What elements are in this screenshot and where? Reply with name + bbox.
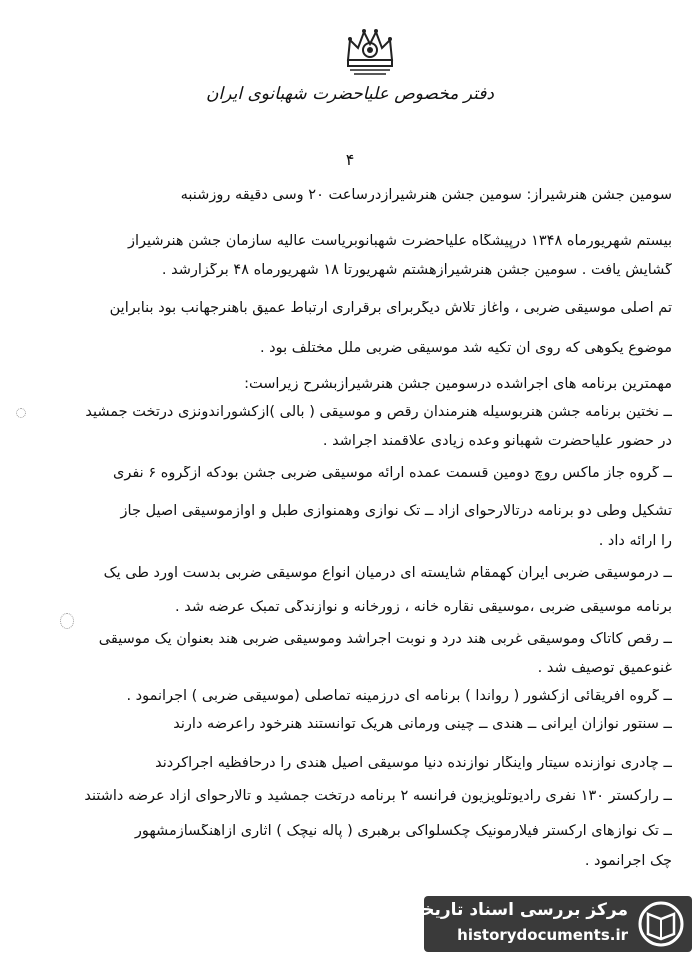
body-line: موضوع یکوهی که روی آن تکیه شد موسیقی ضربی ملل مختلف بود . — [259, 341, 672, 356]
body-line: ــ گروه جاز ماکس روچ دومین قسمت عمده ارائه موسیقی ضربی جشن بودکه ازگروه ۶ نفری — [113, 466, 672, 481]
body-line: ــ نختین برنامه جشن هنربوسیله هنرمندان رقص و موسیقی ( بالی )ازکشوراندونزی درتخت جمشید — [85, 405, 672, 420]
watermark-title: مرکز بررسی اسناد تاریخی — [405, 900, 628, 920]
body-line: برنامه موسیقی ضربی ،موسیقی نقاره خانه ، زورخانه و نوازندگی تمبک عرضه شد . — [174, 600, 672, 615]
crown-emblem-icon — [340, 22, 400, 82]
body-line: بیستم شهریورماه ۱۳۴۸ درپیشگاه علیاحضرت شهبانوبریاست عالیه سازمان جشن هنرشیراز — [127, 234, 672, 249]
body-line: ــ رارکستر ۱۳۰ نفری رادیوتلویزیون فرانسه ۲ برنامه درتخت جمشید و تالارحوای آزاد عرضه داشتند — [84, 789, 672, 804]
body-line: ــ سنتور نوازان ایرانی ــ هندی ــ چینی ورمانی هریک توانستند هنرخود راعرضه دارند — [173, 717, 672, 732]
watermark-url: historydocuments.ir — [457, 926, 628, 944]
page-number: ۴ — [345, 150, 355, 169]
scan-hole-mark — [60, 613, 74, 629]
body-line: ــ رقص کاتاک وموسیقی غربی هند درد و نوبت اجراشد وموسیقی ضربی هند بعنوان یک موسیقی — [98, 632, 672, 647]
body-line: تشکیل وطی دو برنامه درتالارحوای آزاد ــ تک نوازی وهمنوازی طبل و آوازموسیقی اصیل جاز — [120, 504, 672, 519]
scan-hole-mark — [16, 408, 26, 418]
body-line: ــ چادری نوازنده سیتار واینگار نوازنده دنیا موسیقی اصیل هندی را درحافظیه اجراکردند — [155, 756, 672, 771]
office-letterhead-title: دفتر مخصوص علیاحضرت شهبانوی ایران — [206, 84, 494, 104]
body-line: غنوعمیق توصیف شد . — [537, 661, 672, 676]
archive-watermark — [405, 896, 692, 952]
body-line: را ارائه داد . — [598, 534, 672, 549]
body-line: ــ درموسیقی ضربی ایران کهمقام شایسته ای درمیان انواع موسیقی ضربی بدست آورد طی یک — [103, 566, 672, 581]
body-line: چک اجرانمود . — [584, 854, 672, 869]
body-line: تم اصلی موسیقی ضربی ، وآغاز تلاش دیگربرای برقراری ارتباط عمیق باهنرجهانب بود بنابراین — [109, 301, 672, 316]
archive-book-logo-icon — [636, 900, 686, 948]
body-line: مهمترین برنامه های اجراشده درسومین جشن هنرشیرازبشرح زیراست: — [244, 377, 672, 392]
body-line: ــ گروه افریقائی ازکشور ( روآندا ) برنامه ای درزمینه تماصلی (موسیقی ضربی ) اجرانمود . — [126, 689, 672, 704]
body-line: سومین جشن هنرشیراز: سومین جشن هنرشیرازدرساعت ۲۰ وسی دقیقه روزشنبه — [180, 188, 672, 203]
body-line: گشایش یافت . سومین جشن هنرشیرازهشتم شهریورتا ۱۸ شهریورماه ۴۸ برگزارشد . — [161, 263, 672, 278]
body-line: ــ تک نوازهای ارکستر فیلارمونیک چکسلواکی برهبری ( پاله نیچک ) آثاری ازآهنگسازمشهور — [134, 824, 672, 839]
body-line: در حضور علیاحضرت شهبانو وعده زیادی علاقمند اجراشد . — [322, 434, 672, 449]
